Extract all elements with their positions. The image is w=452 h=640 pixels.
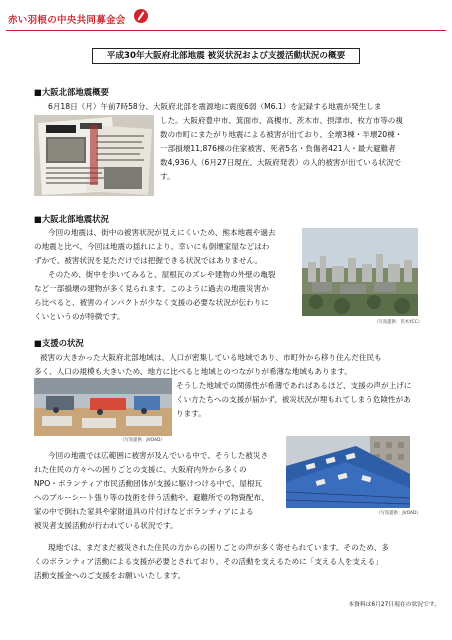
newspaper-photo bbox=[34, 115, 154, 196]
closing-line-1: 現地では、まだまだ被災された住民の方からの困りごとの声が多く寄せられています。そのため、多 bbox=[48, 543, 389, 552]
hall-photo-caption: （写真提供：JVOAD） bbox=[120, 438, 165, 443]
section-heading-status: ■大阪北部地震状況 bbox=[34, 214, 109, 224]
volunteer-hall-photo bbox=[34, 378, 172, 436]
document-title: 平成30年大阪府北部地震 被災状況および支援活動状況の概要 bbox=[92, 48, 360, 64]
support-line-2: 多く、人口の規模も大きいため、地方に比べると地域とのつながりが希薄な地域もあります。 bbox=[34, 367, 352, 376]
closing-line-3: 活動支援金へのご支援をお願いいたします。 bbox=[34, 571, 186, 580]
support-line-5: ります。 bbox=[176, 409, 206, 418]
support-line-8: NPO・ボランティア市民活動団体が支援に駆けつける中で、屋根瓦 bbox=[34, 479, 263, 488]
newspaper-illustration bbox=[34, 115, 154, 196]
status-line-1: 今回の地震は、街中の被害状況が見えにくいため、熊本地震や過去 bbox=[48, 228, 276, 237]
overview-line-1: 6月18日（月）午前7時58分、大阪府北部を震源地に震度6弱（M6.1）を記録する地震が発生しま bbox=[48, 102, 382, 111]
status-line-2: の地震と比べ、今回は地震の揺れにより、幸いにも倒壊家屋などはわ bbox=[34, 242, 270, 251]
section-heading-overview: ■大阪北部地震概要 bbox=[34, 87, 109, 97]
footer-note: 本資料は6月27日現在の状況です。 bbox=[348, 602, 440, 608]
blue-sheet-roof-photo bbox=[286, 436, 410, 508]
roof-photo-caption: （写真提供：JVOAD） bbox=[376, 511, 421, 516]
brand-name: 赤い羽根の中央共同募金会 bbox=[8, 15, 126, 26]
support-line-4: くい方たちへの支援が届かず、被災状況が埋もれてしまう危険性があ bbox=[176, 395, 411, 404]
overview-line-3: 数の市町にまたがり地震による被害が出ており、全壊3棟・半壊20棟・ bbox=[160, 130, 403, 139]
red-feather-icon bbox=[134, 9, 148, 23]
roof-illustration bbox=[286, 436, 410, 508]
volunteer-hall-illustration bbox=[34, 378, 172, 436]
city-photo bbox=[302, 228, 418, 316]
section-heading-support: ■支援の状況 bbox=[34, 338, 84, 348]
status-line-7: くいというのが特徴です。 bbox=[34, 312, 125, 321]
overview-line-5: 数4,936人（6月27日現在、大阪府発表）の人的被害が出ている状況で bbox=[160, 158, 402, 167]
overview-line-6: す。 bbox=[160, 172, 175, 181]
status-line-5: など一部損壊の建物が多く見られます。このように過去の地震災害か bbox=[34, 284, 269, 293]
overview-line-4: 一部損壊11,876棟の住家被害、死者5名・負傷者421人・最大避難者 bbox=[160, 144, 396, 153]
support-line-9: へのブルーシート張り等の技術を伴う活動や、避難所での物資配布、 bbox=[34, 493, 269, 502]
status-line-3: ずかで、被害状況を見ただけでは把握できる状況ではありません。 bbox=[34, 256, 263, 265]
overview-line-2: した。大阪府豊中市、箕面市、高槻市、茨木市、摂津市、枚方市等の複 bbox=[160, 116, 403, 125]
support-line-7: れた住民の方々への困りごとの支援に、大阪府内外から多くの bbox=[34, 465, 247, 474]
header-rule bbox=[6, 30, 446, 31]
support-line-11: 被災者支援活動が行われている状況です。 bbox=[34, 521, 178, 530]
closing-line-2: くのボランティア活動による支援が必要とされており、その活動を支えるために「支える人を支える」 bbox=[34, 557, 383, 566]
support-line-3: そうした地域での関係性が希薄であればあるほど、支援の声が上げに bbox=[176, 381, 412, 390]
support-line-1: 被害の大きかった大阪府北部地域は、人口が密集している地域であり、市町外から移り住んだ住民も bbox=[40, 353, 382, 362]
city-illustration bbox=[302, 228, 418, 316]
status-line-4: そのため、街中を歩いてみると、屋根瓦のズレや建物の外壁の亀裂 bbox=[48, 270, 276, 279]
support-line-6: 今回の地震では広範囲に被害が及んでいる中で、そうした被災さ bbox=[48, 451, 269, 460]
status-line-6: ら比べると、被害のインパクトが少なく支援の必要な状況が伝わりに bbox=[34, 298, 269, 307]
support-line-10: 家の中で倒れた家具や家財道具の片付けなどボランティアによる bbox=[34, 507, 254, 516]
city-photo-caption: （写真提供：茨木YCC） bbox=[374, 320, 423, 325]
